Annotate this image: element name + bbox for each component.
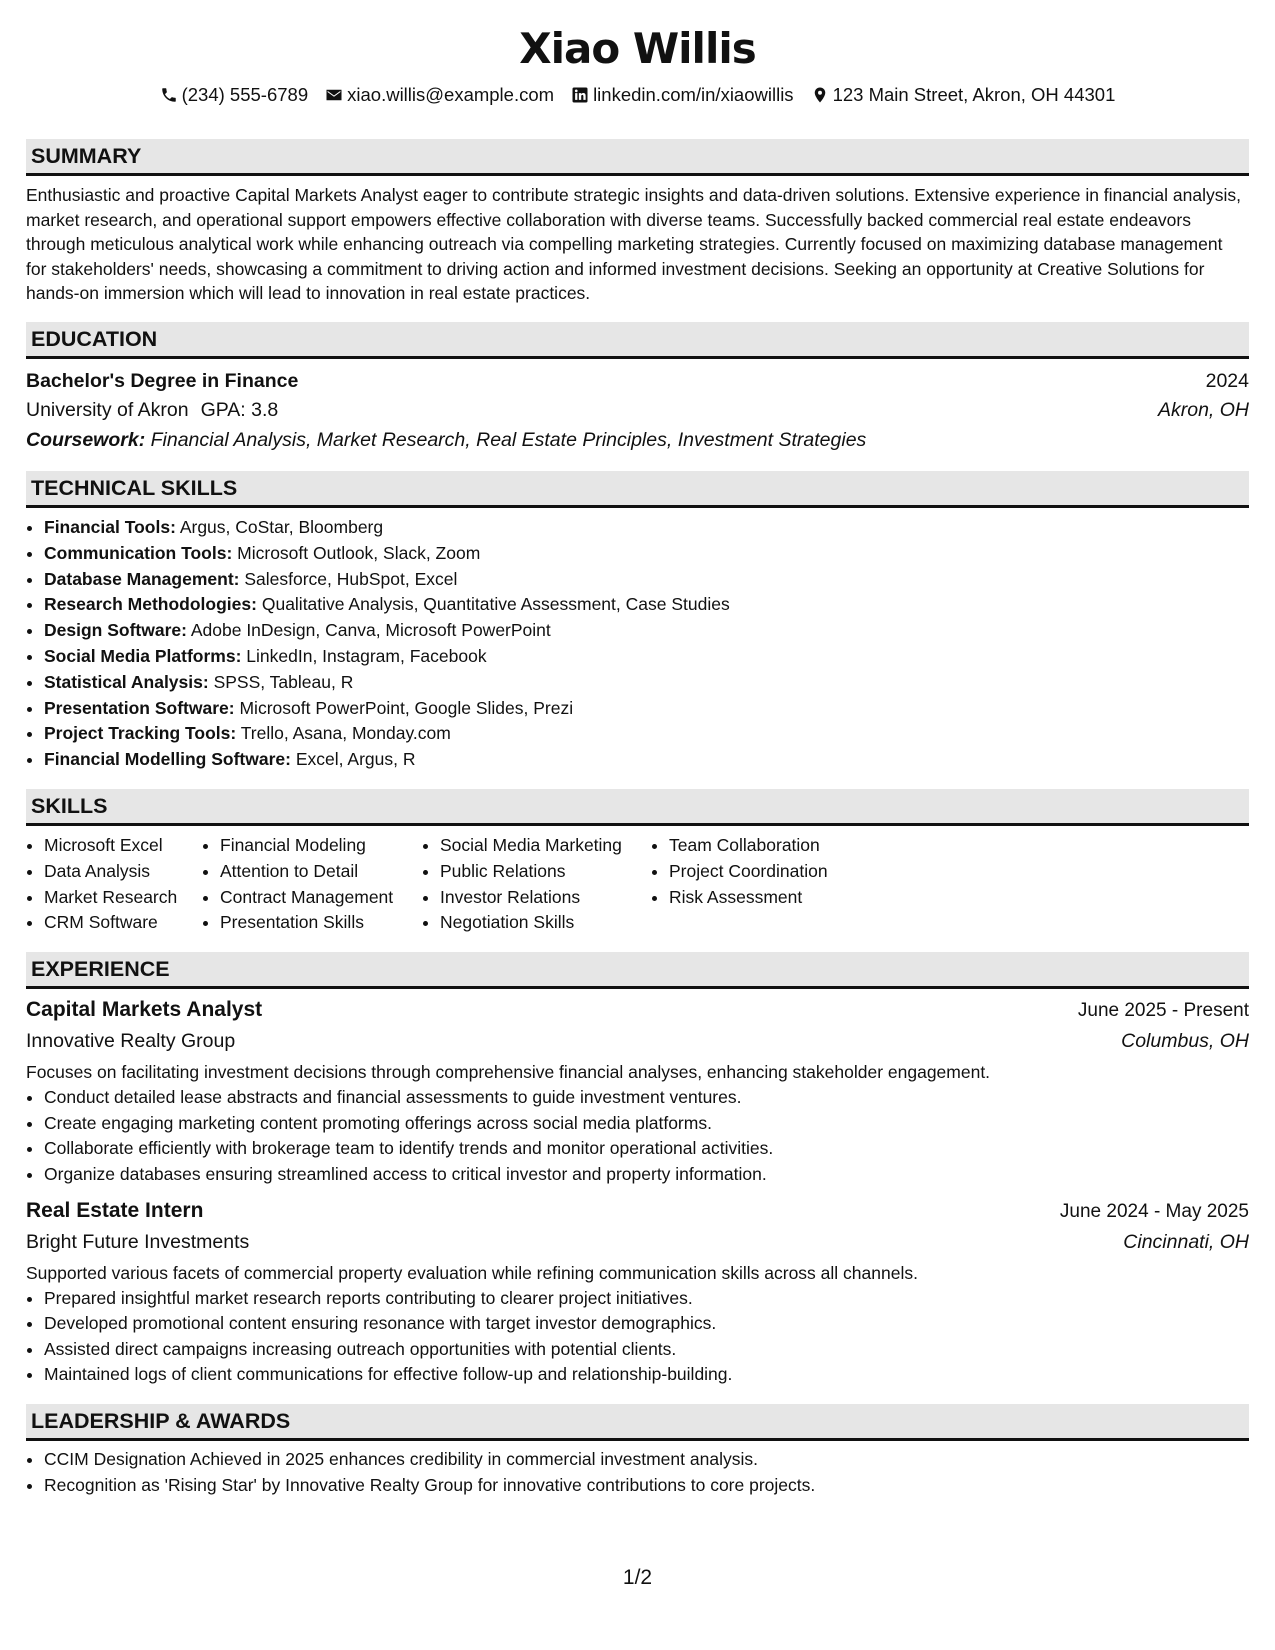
- job-bullets: [26, 1286, 1249, 1388]
- list-item: • Developed promotional content ensuring resonance with target investor demographics.: [44, 1311, 1249, 1337]
- list-item: • Presentation Software: Microsoft PowerPoint, Google Slides, Prezi: [44, 696, 1249, 722]
- list-item: • Assisted direct campaigns increasing outreach opportunities with potential clients.: [44, 1337, 1249, 1363]
- list-item: • Organize databases ensuring streamlined access to critical investor and property information.: [44, 1162, 1249, 1188]
- job-dates: June 2025 - Present: [1077, 1000, 1249, 1022]
- technical-skills-heading: TECHNICAL SKILLS: [26, 471, 1249, 508]
- job-company-row: [26, 1227, 1249, 1257]
- job-location: Cincinnati, OH: [1123, 1230, 1249, 1253]
- skills-column: [422, 833, 651, 936]
- summary-heading: SUMMARY: [26, 139, 1249, 176]
- list-item: • CCIM Designation Achieved in 2025 enhances credibility in commercial investment analysis.: [44, 1447, 1249, 1473]
- school-location: Akron, OH: [1157, 398, 1249, 421]
- contact-address: [811, 83, 1116, 107]
- job-company: Bright Future Investments: [26, 1230, 250, 1253]
- education-degree-row: [26, 367, 1249, 395]
- gpa: GPA: 3.8: [200, 398, 279, 421]
- list-item: • Collaborate efficiently with brokerage team to identify trends and monitor operational activities.: [44, 1136, 1249, 1162]
- contact-linkedin[interactable]: [571, 83, 794, 107]
- list-item: • Prepared insightful market research reports contributing to clearer project initiatives.: [44, 1286, 1249, 1312]
- coursework-label: Coursework:: [26, 428, 146, 451]
- school-name: University of Akron: [26, 398, 189, 421]
- phone-icon: [160, 86, 178, 104]
- list-item: • Project Tracking Tools: Trello, Asana, Monday.com: [44, 721, 1249, 747]
- job-bullets: [26, 1085, 1249, 1187]
- experience-heading: EXPERIENCE: [26, 952, 1249, 989]
- technical-skills-list: [26, 515, 1249, 773]
- list-item: • Social Media Marketing: [440, 833, 651, 859]
- linkedin-text[interactable]: linkedin.com/in/xiaowillis: [593, 84, 794, 105]
- job-company-row: [26, 1026, 1249, 1056]
- list-item: • Team Collaboration: [669, 833, 889, 859]
- contact-email[interactable]: [325, 83, 554, 107]
- contact-phone: [160, 83, 309, 107]
- skills-column: [202, 833, 422, 936]
- list-item: • Conduct detailed lease abstracts and financial assessments to guide investment ventures.: [44, 1085, 1249, 1111]
- list-item: • Maintained logs of client communications for effective follow-up and relationship-building.: [44, 1362, 1249, 1388]
- job-title: Capital Markets Analyst: [26, 998, 263, 1022]
- list-item: • Investor Relations: [440, 885, 651, 911]
- coursework: [26, 425, 1249, 455]
- list-item: • Project Coordination: [669, 859, 889, 885]
- envelope-icon: [325, 86, 343, 104]
- coursework-list: Financial Analysis, Market Research, Real Estate Principles, Investment Strategies: [150, 428, 867, 451]
- list-item: • Market Research: [44, 885, 202, 911]
- awards-list: [26, 1447, 1249, 1499]
- list-item: • Data Analysis: [44, 859, 202, 885]
- job-title: Real Estate Intern: [26, 1198, 204, 1222]
- awards-heading: LEADERSHIP & AWARDS: [26, 1404, 1249, 1441]
- list-item: • Presentation Skills: [220, 910, 422, 936]
- list-item: • Statistical Analysis: SPSS, Tableau, R: [44, 670, 1249, 696]
- degree-year: 2024: [1205, 369, 1249, 392]
- list-item: • CRM Software: [44, 910, 202, 936]
- list-item: • Risk Assessment: [669, 885, 889, 911]
- list-item: • Attention to Detail: [220, 859, 422, 885]
- list-item: • Negotiation Skills: [440, 910, 651, 936]
- list-item: • Financial Tools: Argus, CoStar, Bloomberg: [44, 515, 1249, 541]
- list-item: • Research Methodologies: Qualitative Analysis, Quantitative Assessment, Case Studies: [44, 592, 1249, 618]
- job-company: Innovative Realty Group: [26, 1030, 236, 1053]
- list-item: • Create engaging marketing content promoting offerings across social media platforms.: [44, 1111, 1249, 1137]
- skills-column: [26, 833, 202, 936]
- contact-bar: [26, 83, 1249, 107]
- linkedin-icon: [571, 86, 589, 104]
- email-text[interactable]: xiao.willis@example.com: [347, 84, 555, 105]
- list-item: • Design Software: Adobe InDesign, Canva, Microsoft PowerPoint: [44, 618, 1249, 644]
- list-item: • Financial Modelling Software: Excel, Argus, R: [44, 747, 1249, 773]
- phone-text: (234) 555-6789: [181, 84, 309, 105]
- list-item: • Social Media Platforms: LinkedIn, Instagram, Facebook: [44, 644, 1249, 670]
- list-item: • Recognition as 'Rising Star' by Innovative Realty Group for innovative contributions to core projects.: [44, 1473, 1249, 1499]
- education-heading: EDUCATION: [26, 322, 1249, 359]
- education-school-row: [26, 395, 1249, 425]
- skills-grid: [26, 833, 1249, 936]
- job-entry: [26, 995, 1249, 1187]
- job-title-row: [26, 1196, 1249, 1227]
- job-dates: June 2024 - May 2025: [1059, 1200, 1249, 1222]
- list-item: • Microsoft Excel: [44, 833, 202, 859]
- map-pin-icon: [811, 86, 829, 104]
- list-item: • Financial Modeling: [220, 833, 422, 859]
- resume-page: [26, 0, 1249, 1498]
- job-summary: Focuses on facilitating investment decisions through comprehensive financial analyses, enhancing stakeholder engagement.: [26, 1062, 991, 1083]
- summary-text: Enthusiastic and proactive Capital Markets Analyst eager to contribute strategic insights and data-driven solutions. Extensive experience in financial analysis, market research, and operational support empowers effective collaboration with diverse teams. Successfully backed commercial real estate endeavors through meticulous analytical work while enhancing outreach via compelling marketing strategies. Currently focused on maximizing database management for stakeholders' needs, showcasing a commitment to driving action and informed investment decisions. Seeking an opportunity at Creative Solutions for hands-on immersion which will lead to innovation in real estate practices.: [26, 185, 1241, 304]
- list-item: • Contract Management: [220, 885, 422, 911]
- list-item: • Communication Tools: Microsoft Outlook, Slack, Zoom: [44, 541, 1249, 567]
- page-number: 1/2: [622, 1566, 653, 1589]
- skills-column: [651, 833, 889, 936]
- job-entry: [26, 1196, 1249, 1388]
- address-text: 123 Main Street, Akron, OH 44301: [832, 84, 1116, 105]
- job-location: Columbus, OH: [1121, 1030, 1249, 1053]
- skills-heading: SKILLS: [26, 789, 1249, 826]
- job-summary: Supported various facets of commercial property evaluation while refining communication skills across all channels.: [26, 1262, 918, 1283]
- list-item: • Database Management: Salesforce, HubSpot, Excel: [44, 567, 1249, 593]
- degree-title: Bachelor's Degree in Finance: [26, 369, 299, 392]
- job-title-row: [26, 995, 1249, 1026]
- candidate-name: Xiao Willis: [519, 24, 756, 73]
- list-item: • Public Relations: [440, 859, 651, 885]
